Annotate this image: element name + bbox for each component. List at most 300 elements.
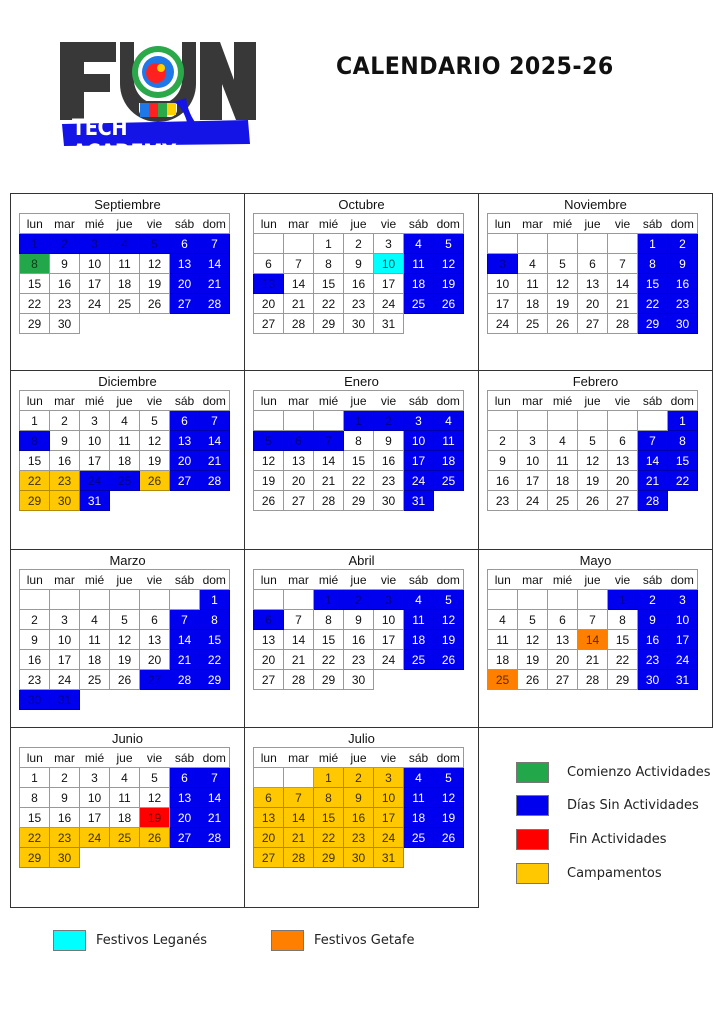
day-cell: 11 bbox=[110, 788, 140, 808]
weekday-header: lun bbox=[254, 391, 284, 411]
day-cell: 4 bbox=[404, 234, 434, 254]
week-row bbox=[254, 254, 464, 274]
weekday-header: lun bbox=[488, 214, 518, 234]
legend-swatch bbox=[516, 829, 549, 850]
day-cell: 19 bbox=[140, 451, 170, 471]
day-cell: 20 bbox=[254, 828, 284, 848]
weekday-header: sáb bbox=[170, 570, 200, 590]
day-cell: 28 bbox=[284, 670, 314, 690]
day-cell: 19 bbox=[110, 650, 140, 670]
day-cell: 7 bbox=[284, 254, 314, 274]
day-cell: 3 bbox=[374, 590, 404, 610]
day-cell: 30 bbox=[50, 848, 80, 868]
empty-cell bbox=[518, 590, 548, 610]
empty-cell bbox=[404, 848, 434, 868]
week-row bbox=[488, 650, 698, 670]
day-cell: 29 bbox=[314, 848, 344, 868]
week-row bbox=[20, 808, 230, 828]
weekday-header: mié bbox=[548, 570, 578, 590]
day-cell: 8 bbox=[20, 254, 50, 274]
day-cell: 8 bbox=[314, 254, 344, 274]
day-cell: 11 bbox=[488, 630, 518, 650]
weekday-header: jue bbox=[110, 391, 140, 411]
day-cell: 28 bbox=[170, 670, 200, 690]
day-cell: 8 bbox=[20, 788, 50, 808]
day-cell: 28 bbox=[314, 491, 344, 511]
legend-item bbox=[516, 829, 667, 850]
day-cell: 24 bbox=[404, 471, 434, 491]
legend-swatch bbox=[516, 863, 549, 884]
day-cell: 16 bbox=[638, 630, 668, 650]
day-cell: 25 bbox=[434, 471, 464, 491]
day-cell: 30 bbox=[638, 670, 668, 690]
empty-cell bbox=[170, 590, 200, 610]
weekday-header: mar bbox=[518, 214, 548, 234]
weekday-header: jue bbox=[344, 570, 374, 590]
day-cell: 17 bbox=[404, 451, 434, 471]
month-febrero bbox=[478, 370, 713, 550]
day-cell: 26 bbox=[578, 491, 608, 511]
day-cell: 15 bbox=[344, 451, 374, 471]
day-cell: 2 bbox=[50, 411, 80, 431]
day-cell: 24 bbox=[374, 294, 404, 314]
week-row bbox=[254, 788, 464, 808]
empty-cell bbox=[200, 848, 230, 868]
day-cell: 9 bbox=[50, 788, 80, 808]
day-cell: 23 bbox=[50, 471, 80, 491]
empty-cell bbox=[200, 314, 230, 334]
day-cell: 11 bbox=[80, 630, 110, 650]
weekday-header: jue bbox=[578, 570, 608, 590]
day-cell: 14 bbox=[200, 788, 230, 808]
weekday-header: sáb bbox=[638, 570, 668, 590]
day-cell: 8 bbox=[314, 788, 344, 808]
week-row bbox=[488, 471, 698, 491]
day-cell: 11 bbox=[404, 254, 434, 274]
empty-cell bbox=[170, 848, 200, 868]
day-cell: 18 bbox=[488, 650, 518, 670]
day-cell: 30 bbox=[50, 314, 80, 334]
empty-cell bbox=[488, 590, 518, 610]
day-cell: 28 bbox=[638, 491, 668, 511]
day-cell: 16 bbox=[344, 630, 374, 650]
day-cell: 9 bbox=[50, 254, 80, 274]
day-cell: 2 bbox=[50, 234, 80, 254]
day-cell: 5 bbox=[140, 411, 170, 431]
empty-cell bbox=[140, 590, 170, 610]
day-cell: 8 bbox=[20, 431, 50, 451]
day-cell: 15 bbox=[668, 451, 698, 471]
day-cell: 1 bbox=[314, 590, 344, 610]
day-cell: 15 bbox=[608, 630, 638, 650]
day-cell: 8 bbox=[608, 610, 638, 630]
day-cell: 21 bbox=[170, 650, 200, 670]
day-cell: 25 bbox=[548, 491, 578, 511]
day-cell: 31 bbox=[374, 314, 404, 334]
day-cell: 14 bbox=[284, 808, 314, 828]
day-cell: 1 bbox=[638, 234, 668, 254]
day-cell: 23 bbox=[374, 471, 404, 491]
day-cell: 3 bbox=[80, 768, 110, 788]
day-cell: 11 bbox=[110, 431, 140, 451]
empty-cell bbox=[110, 314, 140, 334]
weekday-header: vie bbox=[374, 748, 404, 768]
legend-swatch bbox=[516, 762, 549, 783]
week-row bbox=[488, 451, 698, 471]
weekday-header: vie bbox=[140, 748, 170, 768]
week-row bbox=[488, 610, 698, 630]
day-cell: 27 bbox=[170, 294, 200, 314]
week-row bbox=[20, 451, 230, 471]
day-cell: 21 bbox=[200, 274, 230, 294]
day-cell: 5 bbox=[434, 768, 464, 788]
day-cell: 10 bbox=[374, 610, 404, 630]
weekday-header: sáb bbox=[170, 748, 200, 768]
month-name: Abril bbox=[348, 553, 375, 568]
day-cell: 7 bbox=[578, 610, 608, 630]
day-cell: 31 bbox=[374, 848, 404, 868]
week-row bbox=[254, 828, 464, 848]
day-cell: 17 bbox=[668, 630, 698, 650]
day-cell: 21 bbox=[284, 828, 314, 848]
week-row bbox=[488, 294, 698, 314]
empty-cell bbox=[284, 590, 314, 610]
day-cell: 12 bbox=[548, 274, 578, 294]
day-cell: 10 bbox=[80, 431, 110, 451]
day-cell: 6 bbox=[170, 768, 200, 788]
day-cell: 1 bbox=[20, 411, 50, 431]
month-table bbox=[253, 569, 464, 690]
month-table bbox=[19, 569, 230, 710]
week-row bbox=[20, 650, 230, 670]
empty-cell bbox=[434, 670, 464, 690]
empty-cell bbox=[668, 491, 698, 511]
day-cell: 25 bbox=[110, 294, 140, 314]
week-row bbox=[20, 590, 230, 610]
day-cell: 21 bbox=[284, 650, 314, 670]
week-row bbox=[254, 848, 464, 868]
day-cell: 1 bbox=[608, 590, 638, 610]
day-cell: 16 bbox=[488, 471, 518, 491]
day-cell: 30 bbox=[20, 690, 50, 710]
day-cell: 22 bbox=[314, 294, 344, 314]
day-cell: 11 bbox=[404, 788, 434, 808]
day-cell: 24 bbox=[374, 828, 404, 848]
week-row bbox=[20, 630, 230, 650]
day-cell: 10 bbox=[80, 788, 110, 808]
day-cell: 4 bbox=[110, 234, 140, 254]
empty-cell bbox=[140, 848, 170, 868]
day-cell: 17 bbox=[518, 471, 548, 491]
month-name: Febrero bbox=[572, 374, 619, 389]
day-cell: 30 bbox=[344, 314, 374, 334]
month-name: Octubre bbox=[338, 197, 385, 212]
legend-item bbox=[53, 930, 207, 951]
day-cell: 13 bbox=[254, 808, 284, 828]
day-cell: 31 bbox=[80, 491, 110, 511]
day-cell: 16 bbox=[50, 808, 80, 828]
day-cell: 20 bbox=[548, 650, 578, 670]
week-row bbox=[20, 294, 230, 314]
weekday-header: dom bbox=[200, 748, 230, 768]
week-row bbox=[20, 610, 230, 630]
day-cell: 26 bbox=[140, 828, 170, 848]
day-cell: 6 bbox=[254, 254, 284, 274]
weekday-header: lun bbox=[20, 570, 50, 590]
day-cell: 7 bbox=[608, 254, 638, 274]
day-cell: 5 bbox=[254, 431, 284, 451]
empty-cell bbox=[518, 234, 548, 254]
empty-cell bbox=[140, 314, 170, 334]
day-cell: 15 bbox=[20, 451, 50, 471]
day-cell: 13 bbox=[140, 630, 170, 650]
day-cell: 22 bbox=[314, 828, 344, 848]
day-cell: 18 bbox=[548, 471, 578, 491]
legend-swatch bbox=[271, 930, 304, 951]
day-cell: 4 bbox=[404, 590, 434, 610]
day-cell: 10 bbox=[80, 254, 110, 274]
day-cell: 8 bbox=[344, 431, 374, 451]
day-cell: 6 bbox=[284, 431, 314, 451]
week-row bbox=[488, 234, 698, 254]
day-cell: 7 bbox=[284, 610, 314, 630]
day-cell: 14 bbox=[638, 451, 668, 471]
day-cell: 8 bbox=[668, 431, 698, 451]
day-cell: 22 bbox=[638, 294, 668, 314]
day-cell: 9 bbox=[344, 254, 374, 274]
empty-cell bbox=[488, 234, 518, 254]
week-row bbox=[20, 491, 230, 511]
day-cell: 30 bbox=[668, 314, 698, 334]
day-cell: 30 bbox=[374, 491, 404, 511]
day-cell: 5 bbox=[434, 590, 464, 610]
day-cell: 2 bbox=[344, 234, 374, 254]
week-row bbox=[254, 670, 464, 690]
day-cell: 13 bbox=[254, 630, 284, 650]
legend-label: Fin Actividades bbox=[569, 832, 667, 847]
weekday-header: vie bbox=[374, 391, 404, 411]
week-row bbox=[20, 828, 230, 848]
empty-cell bbox=[548, 411, 578, 431]
day-cell: 19 bbox=[578, 471, 608, 491]
weekday-header: sáb bbox=[170, 214, 200, 234]
day-cell: 20 bbox=[140, 650, 170, 670]
page-title: CALENDARIO 2025-26 bbox=[336, 52, 614, 80]
day-cell: 10 bbox=[668, 610, 698, 630]
day-cell: 9 bbox=[20, 630, 50, 650]
week-row bbox=[488, 411, 698, 431]
month-enero bbox=[244, 370, 479, 550]
day-cell: 26 bbox=[548, 314, 578, 334]
empty-cell bbox=[404, 670, 434, 690]
day-cell: 18 bbox=[80, 650, 110, 670]
day-cell: 25 bbox=[404, 650, 434, 670]
empty-cell bbox=[140, 690, 170, 710]
day-cell: 4 bbox=[548, 431, 578, 451]
empty-cell bbox=[20, 590, 50, 610]
day-cell: 3 bbox=[668, 590, 698, 610]
weekday-header: jue bbox=[110, 570, 140, 590]
day-cell: 27 bbox=[608, 491, 638, 511]
day-cell: 18 bbox=[434, 451, 464, 471]
weekday-header: sáb bbox=[170, 391, 200, 411]
legend-item bbox=[516, 762, 711, 783]
day-cell: 9 bbox=[668, 254, 698, 274]
day-cell: 2 bbox=[488, 431, 518, 451]
weekday-header: mié bbox=[80, 214, 110, 234]
empty-cell bbox=[110, 590, 140, 610]
day-cell: 14 bbox=[200, 431, 230, 451]
day-cell: 23 bbox=[20, 670, 50, 690]
legend-label: Campamentos bbox=[567, 866, 662, 881]
day-cell: 13 bbox=[254, 274, 284, 294]
logo-text-bottom: TECH ACADEMY bbox=[72, 116, 176, 166]
weekday-header: sáb bbox=[404, 748, 434, 768]
day-cell: 27 bbox=[254, 848, 284, 868]
day-cell: 7 bbox=[200, 234, 230, 254]
empty-cell bbox=[608, 411, 638, 431]
week-row bbox=[254, 630, 464, 650]
day-cell: 14 bbox=[284, 630, 314, 650]
day-cell: 11 bbox=[404, 610, 434, 630]
weekday-header: jue bbox=[110, 748, 140, 768]
month-table bbox=[487, 213, 698, 334]
fun-tech-academy-logo bbox=[58, 40, 258, 166]
day-cell: 16 bbox=[668, 274, 698, 294]
weekday-header: mié bbox=[80, 570, 110, 590]
weekday-header: dom bbox=[668, 214, 698, 234]
month-table bbox=[253, 747, 464, 868]
day-cell: 7 bbox=[170, 610, 200, 630]
day-cell: 23 bbox=[50, 828, 80, 848]
day-cell: 17 bbox=[50, 650, 80, 670]
empty-cell bbox=[80, 590, 110, 610]
day-cell: 9 bbox=[50, 431, 80, 451]
day-cell: 20 bbox=[170, 451, 200, 471]
weekday-header: vie bbox=[608, 391, 638, 411]
weekday-header: mar bbox=[284, 391, 314, 411]
weekday-header: mié bbox=[314, 570, 344, 590]
weekday-header: mar bbox=[284, 570, 314, 590]
weekday-header: mar bbox=[284, 214, 314, 234]
week-row bbox=[20, 411, 230, 431]
day-cell: 21 bbox=[200, 451, 230, 471]
day-cell: 10 bbox=[518, 451, 548, 471]
day-cell: 14 bbox=[284, 274, 314, 294]
weekday-header: lun bbox=[254, 748, 284, 768]
week-row bbox=[20, 314, 230, 334]
day-cell: 15 bbox=[20, 808, 50, 828]
day-cell: 28 bbox=[200, 471, 230, 491]
empty-cell bbox=[578, 590, 608, 610]
day-cell: 14 bbox=[608, 274, 638, 294]
day-cell: 1 bbox=[668, 411, 698, 431]
empty-cell bbox=[200, 690, 230, 710]
day-cell: 9 bbox=[344, 610, 374, 630]
day-cell: 22 bbox=[314, 650, 344, 670]
day-cell: 2 bbox=[638, 590, 668, 610]
empty-cell bbox=[314, 411, 344, 431]
month-table bbox=[253, 213, 464, 334]
day-cell: 18 bbox=[404, 630, 434, 650]
month-table bbox=[19, 747, 230, 868]
day-cell: 5 bbox=[110, 610, 140, 630]
weekday-header: lun bbox=[20, 748, 50, 768]
day-cell: 7 bbox=[314, 431, 344, 451]
day-cell: 27 bbox=[578, 314, 608, 334]
empty-cell bbox=[434, 848, 464, 868]
legend-item bbox=[271, 930, 415, 951]
day-cell: 17 bbox=[80, 274, 110, 294]
day-cell: 16 bbox=[374, 451, 404, 471]
empty-cell bbox=[254, 234, 284, 254]
day-cell: 3 bbox=[374, 234, 404, 254]
day-cell: 1 bbox=[200, 590, 230, 610]
month-marzo bbox=[10, 549, 245, 728]
legend-swatch bbox=[516, 795, 549, 816]
week-row bbox=[254, 768, 464, 788]
day-cell: 19 bbox=[548, 294, 578, 314]
day-cell: 8 bbox=[200, 610, 230, 630]
empty-cell bbox=[110, 690, 140, 710]
day-cell: 12 bbox=[254, 451, 284, 471]
day-cell: 13 bbox=[170, 254, 200, 274]
day-cell: 9 bbox=[344, 788, 374, 808]
week-row bbox=[488, 314, 698, 334]
day-cell: 19 bbox=[434, 808, 464, 828]
day-cell: 12 bbox=[140, 254, 170, 274]
weekday-header: sáb bbox=[404, 391, 434, 411]
day-cell: 12 bbox=[518, 630, 548, 650]
day-cell: 18 bbox=[404, 274, 434, 294]
weekday-header: lun bbox=[488, 570, 518, 590]
day-cell: 25 bbox=[80, 670, 110, 690]
weekday-header: jue bbox=[344, 391, 374, 411]
day-cell: 10 bbox=[404, 431, 434, 451]
day-cell: 25 bbox=[110, 471, 140, 491]
day-cell: 14 bbox=[170, 630, 200, 650]
week-row bbox=[20, 431, 230, 451]
day-cell: 24 bbox=[374, 650, 404, 670]
week-row bbox=[20, 848, 230, 868]
day-cell: 7 bbox=[284, 788, 314, 808]
day-cell: 4 bbox=[110, 768, 140, 788]
week-row bbox=[254, 610, 464, 630]
weekday-header: mar bbox=[50, 214, 80, 234]
day-cell: 27 bbox=[254, 314, 284, 334]
empty-cell bbox=[608, 234, 638, 254]
empty-cell bbox=[434, 314, 464, 334]
weekday-header: jue bbox=[344, 214, 374, 234]
week-row bbox=[20, 234, 230, 254]
day-cell: 9 bbox=[638, 610, 668, 630]
day-cell: 29 bbox=[20, 314, 50, 334]
month-julio bbox=[244, 727, 479, 908]
month-name: Mayo bbox=[579, 553, 612, 568]
day-cell: 17 bbox=[374, 274, 404, 294]
day-cell: 5 bbox=[140, 234, 170, 254]
day-cell: 13 bbox=[608, 451, 638, 471]
month-octubre bbox=[244, 193, 479, 371]
day-cell: 24 bbox=[80, 294, 110, 314]
day-cell: 3 bbox=[80, 411, 110, 431]
day-cell: 12 bbox=[434, 254, 464, 274]
day-cell: 3 bbox=[50, 610, 80, 630]
day-cell: 13 bbox=[170, 788, 200, 808]
day-cell: 19 bbox=[434, 274, 464, 294]
week-row bbox=[20, 254, 230, 274]
day-cell: 18 bbox=[518, 294, 548, 314]
